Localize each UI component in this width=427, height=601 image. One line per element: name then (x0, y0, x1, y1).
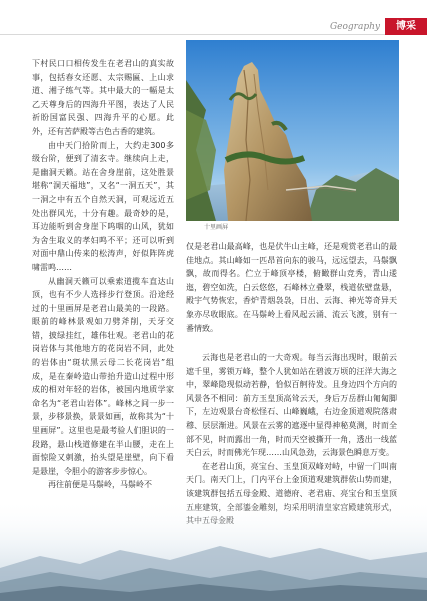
section-label: Geography (329, 22, 380, 32)
photo-caption: 十里画屏 (204, 224, 229, 231)
section-badge: 博采 (385, 18, 427, 35)
header-rule (0, 34, 427, 35)
left-paragraph-3: 从幽洞天籁可以乘索道揽车直达山顶，也有不少人选择步行登顶。沿途经过的十里画屏是老君山最美的一段路。眼前的峰林景观如刀劈斧削，天牙交错，披绿挂红，雄伟壮观。老君山的花岗岩体与其他地方的花岗岩不同，此处的岩体由“斑状黑云母二长花岗岩”组成，是在秦岭造山带抬升造山过程中形成的相对年轻的岩体，被国内地质学家命名为“老君山岩体”。峰林之间一步一景，步移景换，景景如画，故称其为“十里画屏”。这里也是最考验人们胆识的一段路，悬山栈道修建在半山腰，走在上面惊险又刺激，抬头望是崖壁，向下看是悬崖，令胆小的游客步步惊心。 (32, 276, 174, 476)
right-column-top (186, 240, 397, 348)
right-paragraph-3: 在老君山顶，亮宝台、玉皇顶双峰对峙，中留一门叫南天门。南天门上，门内平台上金顶道观建筑群依山势而建，该建筑群包括五母金殿、道德府、老君庙、亮宝台和玉皇顶 (186, 461, 397, 498)
misty-mountains-photo (0, 498, 427, 601)
left-paragraph-1: 下村民口口相传发生在老君山的真实故事，包括春女还愿、太宗赐匾、上山求道、湘子练气等。其中最大的一幅是太乙天尊身后的四海升平图，表达了人民祈盼国富民强、四海升平的心愿。此外，还有苦萨殿等古色古香的建筑。 (32, 59, 174, 136)
left-paragraph-4: 再往前便是马鬃岭，马鬃岭不 (48, 480, 152, 490)
right-paragraph-1: 仅是老君山最高峰，也是伏牛山主峰，还是观赏老君山的最佳地点。其山峰如一匹昂首向东的骏马，远远望去，马鬃飘飘，故而得名。伫立于峰顶亭楼，俯瞰群山竞秀，青山逶迤，碧空如洗，白云悠悠，石峰林立叠翠，栈道依壁盘悬，殿宇气势恢宏，香炉青烟袅袅，日出、云海、神光等奇异天象亦尽收眼底。在马鬃岭上看风起云涌、流云飞渡，别有一番情致。 (186, 242, 397, 333)
page-header (0, 0, 427, 40)
mountain-peak-photo (186, 40, 399, 221)
left-paragraph-2: 由中天门拾阶而上，大约走300多级台阶，便到了清玄寺。继续向上走，是幽洞天籁。站在舍身崖前，这处胜景堪称“洞天福地”，又名“一洞五天”，其一洞之中有五个自然天洞，可观远近五处出群风光，十分有趣。最奇妙的是，耳边能听到舍身崖下呜咽的山风，犹如为舍生取义的孝妇鸣不平；还可以听到对面中鼎山传来的松涛声，好似阵阵虎啸雷鸣…… (32, 140, 174, 272)
left-column (32, 57, 174, 565)
right-paragraph-2: 云海也是老君山的一大奇观。每当云海出现时，眼前云遮千里，雾锁万峰，整个人犹如站在碧波万顷的汪洋大海之中，翠峰隐现似动若静，恰似百舸待发。且身边四个方向的风景各不相同：前方玉皇顶高耸云天，身后万岳群山匍匐脚下，左边观景台奇松怪石、山峰巍峨，右边金顶道观院落肃穆、层层渐进。风景在云雾的遮逐中显得神秘莫测，时而全部不见，时而露出一角，时而天空被撕开一角，透出一线蓝天白云，时而佛光乍现……山风急劲，云海景色瞬息万变。 (186, 353, 397, 458)
